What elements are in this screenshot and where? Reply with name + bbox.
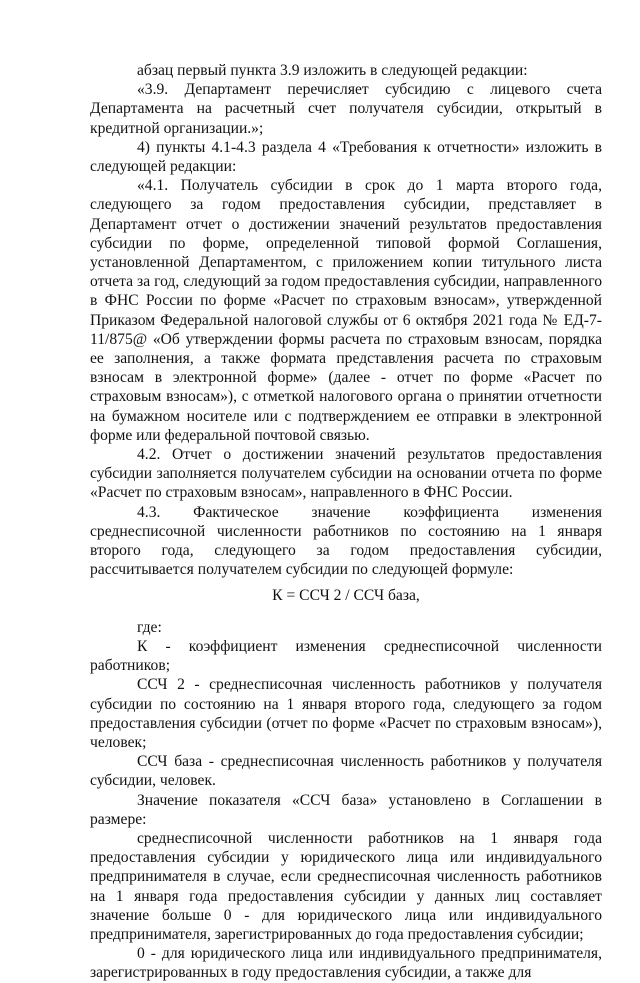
definition-ssch-2: ССЧ 2 - среднесписочная численность работников у получателя субсидии по состоянию на 1 января второго года, следующего за годом предоставления субсидии (отчет по форме «Расчет по страховым взносам»), человек; [90,676,602,751]
paragraph-amend-4-1-4-3-intro: 4) пункты 4.1-4.3 раздела 4 «Требования к отчетности» изложить в следующей редакции: [90,138,602,176]
paragraph-4-2: 4.2. Отчет о достижении значений результатов предоставления субсидии заполняется получателем субсидии на основании отчета по форме «Расчет по страховым взносам», направленного в ФНС России. [90,446,602,502]
paragraph-4-1: «4.1. Получатель субсидии в срок до 1 марта второго года, следующего за годом предоставления субсидии, представляет в Департамент отчет о достижении значений результатов предоставления субсидии по форме, определенной типовой формой Соглашения, установленной Департаментом, с приложением копии титульного листа отчета за год, следующий за годом предоставления субсидии, направленного в ФНС России по форме «Расчет по страховым взносам», утвержденной Приказом Федеральной налоговой службы от 6 октября 2021 года № ЕД-7-11/875@ «Об утверждении формы расчета по страховым взносам, порядка ее заполнения, а также формата представления расчета по страховым взносам в электронной форме» (далее - отчет по форме «Расчет по страховым взносам»), с отметкой налогового органа о принятии отчетности на бумажном носителе или с подтверждением ее отправки в электронной форме или федеральной почтовой связью. [90,177,602,444]
definition-ssch-base: ССЧ база - среднесписочная численность работников у получателя субсидии, человек. [90,753,602,790]
paragraph-ssch-base-case-2: 0 - для юридического лица или индивидуального предпринимателя, зарегистрированных в году предоставления субсидии, а также для [90,945,602,982]
paragraph-amend-3-9-intro: абзац первый пункта 3.9 изложить в следующей редакции: [137,62,528,79]
paragraph-ssch-base-value: Значение показателя «ССЧ база» установлено в Соглашении в размере: [90,791,602,828]
paragraph-where: где: [137,618,162,636]
definition-k: К - коэффициент изменения среднесписочной численности работников; [90,637,602,675]
document-page [90,61,602,983]
formula: К = ССЧ 2 / ССЧ база, [272,587,420,605]
paragraph-ssch-base-case-1: среднесписочной численности работников на 1 января года предоставления субсидии у юридического лица или индивидуального предпринимателя в случае, если среднесписочная численность работников на 1 января года предоставления субсидии у данных лиц составляет значение больше 0 - для юридического лица или индивидуального предпринимателя, зарегистрированных до года предоставления субсидии; [90,829,602,943]
paragraph-3-9: «3.9. Департамент перечисляет субсидию с лицевого счета Департамента на расчетный счет получателя субсидии, открытый в кредитной организации.»; [90,81,602,137]
paragraph-4-3: 4.3. Фактическое значение коэффициента изменения среднесписочной численности работников по состоянию на 1 января второго года, следующего за годом предоставления субсидии, рассчитывается получателем субсидии по следующей формуле: [90,503,602,579]
